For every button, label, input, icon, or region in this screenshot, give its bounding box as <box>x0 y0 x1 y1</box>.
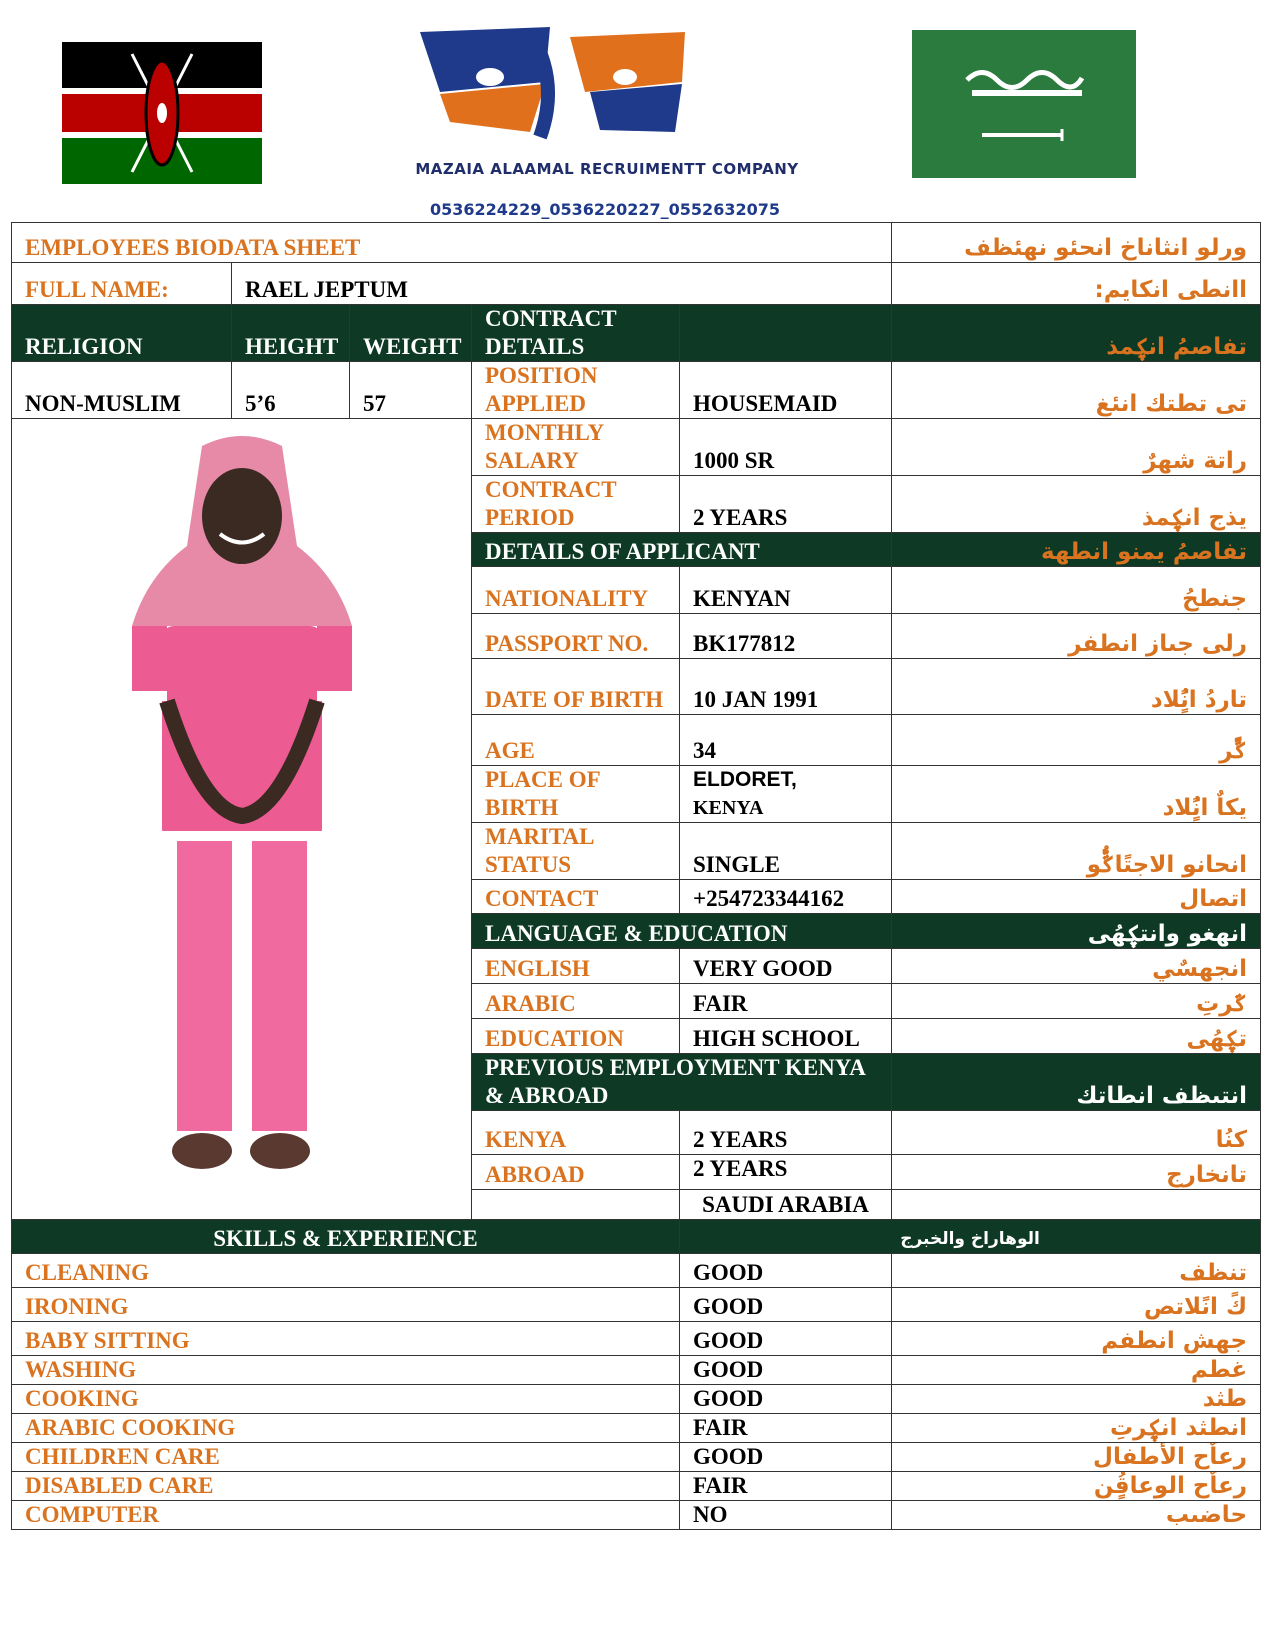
arabic-ar: ػرتِ <box>892 984 1261 1019</box>
contact-ar: اتصال <box>892 880 1261 914</box>
dob-label: DATE OF BIRTH <box>472 659 680 715</box>
skill-ar: جهش انطفم <box>892 1322 1261 1356</box>
passport-label: PASSPORT NO. <box>472 614 680 659</box>
skill-ar: رعاٌح الأطفال <box>892 1443 1261 1472</box>
skill-label: IRONING <box>12 1288 680 1322</box>
weight-label: WEIGHT <box>350 305 472 362</box>
pob-country: KENYA <box>693 797 764 819</box>
dob-value: 10 JAN 1991 <box>680 659 892 715</box>
abroad-ar: تانخارج <box>892 1155 1261 1190</box>
age-value: 34 <box>680 715 892 766</box>
company-phones: 0536224229_0536220227_0552632075 <box>430 200 780 219</box>
arabic-value: FAIR <box>680 984 892 1019</box>
applicant-photo-cell <box>12 419 472 1220</box>
abroad-blank <box>472 1190 680 1220</box>
skill-value: GOOD <box>680 1288 892 1322</box>
skill-ar: رعاٌح الوعاقٍُن <box>892 1472 1261 1501</box>
skill-value: GOOD <box>680 1385 892 1414</box>
employment-header: PREVIOUS EMPLOYMENT KENYA & ABROAD <box>472 1054 892 1111</box>
skill-ar: انطثد انؼِرتِ <box>892 1414 1261 1443</box>
pob-ar: يكاٌ انًٍُلاد <box>892 766 1261 823</box>
education-ar: تؼهُى <box>892 1019 1261 1054</box>
dob-ar: تاردُ انًٍُلاد <box>892 659 1261 715</box>
kenya-ar: كنُا <box>892 1111 1261 1155</box>
abroad-country-ar-blank <box>892 1190 1261 1220</box>
contact-value: +254723344162 <box>680 880 892 914</box>
marital-value: SINGLE <box>680 823 892 880</box>
skill-label: DISABLED CARE <box>12 1472 680 1501</box>
marital-label: MARITAL STATUS <box>472 823 680 880</box>
skill-ar: غطم <box>892 1356 1261 1385</box>
position-ar: تى تطتك انئغ <box>892 362 1261 419</box>
skill-label: WASHING <box>12 1356 680 1385</box>
nationality-label: NATIONALITY <box>472 567 680 614</box>
passport-ar: رلى جىاز انطفر <box>892 614 1261 659</box>
education-value: HIGH SCHOOL <box>680 1019 892 1054</box>
skill-label: COMPUTER <box>12 1501 680 1530</box>
english-value: VERY GOOD <box>680 949 892 984</box>
passport-value: BK177812 <box>680 614 892 659</box>
skill-value: NO <box>680 1501 892 1530</box>
skill-value: FAIR <box>680 1472 892 1501</box>
skill-ar: كً انًلاتص <box>892 1288 1261 1322</box>
biodata-table <box>11 222 1261 1530</box>
english-label: ENGLISH <box>472 949 680 984</box>
arabic-label: ARABIC <box>472 984 680 1019</box>
kenya-flag <box>62 42 262 184</box>
full-name-value: RAEL JEPTUM <box>232 263 892 305</box>
nationality-ar: جنطحُ <box>892 567 1261 614</box>
education-label: EDUCATION <box>472 1019 680 1054</box>
language-header: LANGUAGE & EDUCATION <box>472 914 892 949</box>
skill-value: GOOD <box>680 1356 892 1385</box>
applicant-header-ar: تفاصمُ يمنو انطهة <box>892 533 1261 567</box>
skill-ar: حاضىب <box>892 1501 1261 1530</box>
contract-period-label: CONTRACT PERIOD <box>472 476 680 533</box>
age-label: AGE <box>472 715 680 766</box>
skill-label: CLEANING <box>12 1254 680 1288</box>
contact-label: CONTACT <box>472 880 680 914</box>
skill-value: FAIR <box>680 1414 892 1443</box>
sheet-title-ar: ورلو انثاناخ انحئو نهئظف <box>892 223 1261 263</box>
company-logo <box>420 22 710 140</box>
salary-label: MONTHLY SALARY <box>472 419 680 476</box>
kenya-label: KENYA <box>472 1111 680 1155</box>
height-label: HEIGHT <box>232 305 350 362</box>
pob-city: ELDORET, <box>693 768 797 791</box>
contract-details-blank <box>680 305 892 362</box>
pob-label: PLACE OF BIRTH <box>472 766 680 823</box>
full-name-ar: اانطى انكايم: <box>892 263 1261 305</box>
skills-header-ar: الوهاراخ والخبرج <box>680 1220 1261 1254</box>
applicant-header: DETAILS OF APPLICANT <box>472 533 892 567</box>
language-header-ar: انهغو وانتؼهُى <box>892 914 1261 949</box>
nationality-value: KENYAN <box>680 567 892 614</box>
full-name-label: FULL NAME: <box>12 263 232 305</box>
contract-details-label: CONTRACT DETAILS <box>472 305 680 362</box>
saudi-flag <box>912 30 1136 178</box>
skills-header: SKILLS & EXPERIENCE <box>12 1220 680 1254</box>
abroad-label: ABROAD <box>472 1155 680 1190</box>
skill-value: GOOD <box>680 1443 892 1472</box>
marital-ar: انحانو الاجتًاػُّو <box>892 823 1261 880</box>
pob-value <box>680 766 892 823</box>
skill-label: CHILDREN CARE <box>12 1443 680 1472</box>
religion-label: RELIGION <box>12 305 232 362</box>
english-ar: انجهسٌي <box>892 949 1261 984</box>
company-name: MAZAIA ALAAMAL RECRUIMENTT COMPANY <box>415 160 799 178</box>
weight-value: 57 <box>350 362 472 419</box>
applicant-photo <box>122 426 362 1206</box>
contract-details-ar: تفاصمُ انؼِمذ <box>892 305 1261 362</box>
height-value: 5’6 <box>232 362 350 419</box>
skill-ar: تنظف <box>892 1254 1261 1288</box>
abroad-country: SAUDI ARABIA <box>680 1190 892 1220</box>
contract-period-value: 2 YEARS <box>680 476 892 533</box>
position-value: HOUSEMAID <box>680 362 892 419</box>
position-label: POSITION APPLIED <box>472 362 680 419</box>
kenya-value: 2 YEARS <box>680 1111 892 1155</box>
sheet-title: EMPLOYEES BIODATA SHEET <box>12 223 892 263</box>
employment-header-ar: انتىظف انطاتك <box>892 1054 1261 1111</box>
skill-label: BABY SITTING <box>12 1322 680 1356</box>
skill-ar: طثد <box>892 1385 1261 1414</box>
skill-label: ARABIC COOKING <box>12 1414 680 1443</box>
contract-period-ar: يذج انؼِمذ <box>892 476 1261 533</box>
skill-value: GOOD <box>680 1322 892 1356</box>
abroad-value: 2 YEARS <box>680 1155 892 1190</box>
religion-value: NON-MUSLIM <box>12 362 232 419</box>
age-ar: ػًر <box>892 715 1261 766</box>
salary-value: 1000 SR <box>680 419 892 476</box>
skill-label: COOKING <box>12 1385 680 1414</box>
salary-ar: راتة شهرٌ <box>892 419 1261 476</box>
skill-value: GOOD <box>680 1254 892 1288</box>
